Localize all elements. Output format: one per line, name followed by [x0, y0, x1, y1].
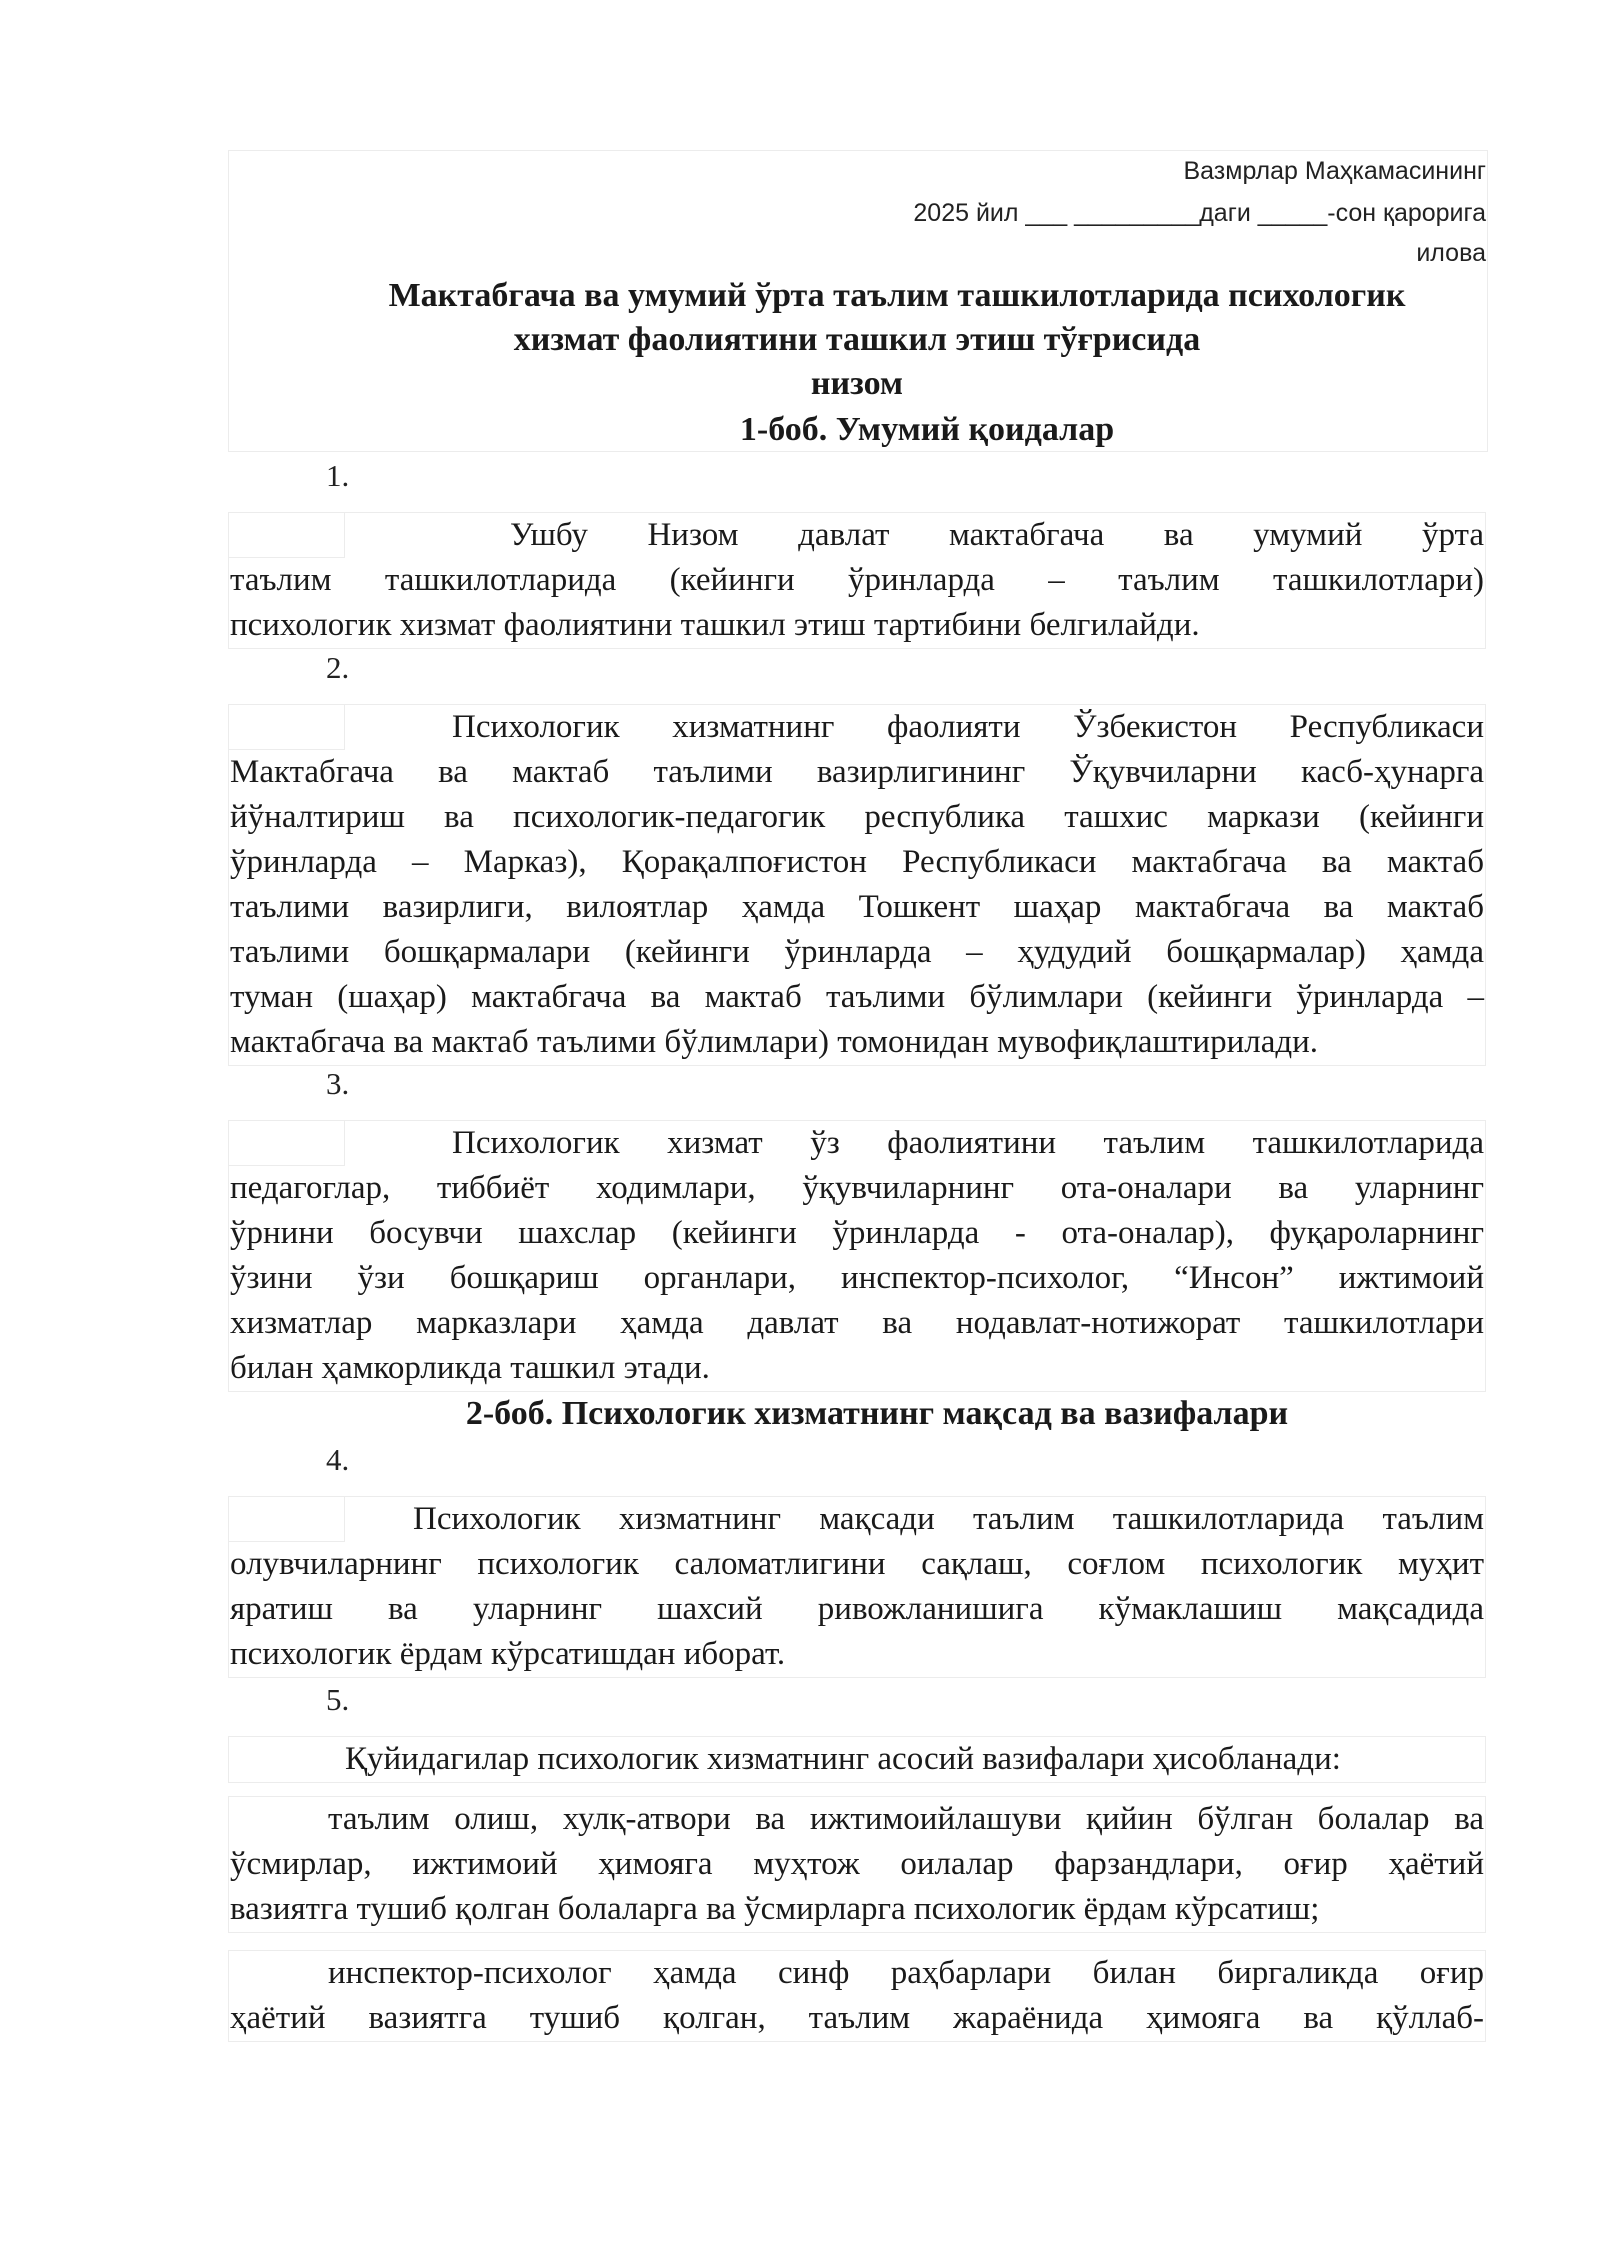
item-number: 4. [326, 1442, 350, 1477]
text-line: психологик хизмат фаолиятини ташкил этиш тартибини белгилайди. [230, 607, 1200, 643]
text-line: ўзини ўзи бошқариш органлари, инспектор-психолог, “Инсон” ижтимоий [230, 1260, 1484, 1296]
text-line: Мактабгача ва мактаб таълими вазирлигининг Ўқувчиларни касб-ҳунарга [230, 754, 1484, 790]
text-line: таълими бошқармалари (кейинги ўринларда – ҳудудий бошқармалар) ҳамда [230, 934, 1484, 970]
document-title-line-1: Мактабгача ва умумий ўрта таълим ташкилотларида психологик [388, 277, 1406, 314]
text-line: Психологик хизматнинг фаолияти Ўзбекистон Республикаси [452, 709, 1484, 745]
text-line: Ушбу Низом давлат мактабгача ва умумий ўрта [510, 517, 1484, 553]
text-line: яратиш ва уларнинг шахсий ривожланишига кўмаклашиш мақсадида [230, 1591, 1484, 1627]
text-line: психологик ёрдам кўрсатишдан иборат. [230, 1636, 786, 1672]
sub-item-1 [228, 1796, 1486, 1933]
paragraph-item-1 [228, 512, 1486, 649]
paragraph-item-3 [228, 1120, 1486, 1392]
item-number: 3. [326, 1066, 350, 1101]
text-line: йўналтириш ва психологик-педагогик республика ташхис маркази (кейинги [230, 799, 1484, 835]
document-title-line-3: низом [810, 365, 904, 402]
text-line: мактабгача ва мактаб таълими бўлимлари) томонидан мувофиқлаштирилади. [230, 1024, 1319, 1060]
text-line: Психологик хизмат ўз фаолиятини таълим ташкилотларида [452, 1125, 1484, 1161]
text-line: таълим олиш, хулқ-атвори ва ижтимоийлашуви қийин бўлган болалар ва [328, 1801, 1484, 1837]
text-line: ҳаётий вазиятга тушиб қолган, таълим жараёнида ҳимояга ва қўллаб- [230, 2000, 1484, 2036]
text-line: Қуйидагилар психологик хизматнинг асосий вазифалари ҳисобланади: [345, 1741, 1341, 1777]
paragraph-item-2 [228, 704, 1486, 1066]
paragraph-item-4 [228, 1496, 1486, 1678]
item-number: 5. [326, 1682, 350, 1717]
text-line: туман (шаҳар) мактабгача ва мактаб таълими бўлимлари (кейинги ўринларда – [230, 979, 1484, 1015]
header-line-2: 2025 йил ___ _________даги _____-сон қарорига [913, 199, 1486, 227]
paragraph-item-5 [228, 1736, 1486, 1783]
header-line-1: Вазмрлар Маҳкамасининг [1183, 157, 1486, 185]
item-number: 2. [326, 650, 350, 685]
text-line: вазиятга тушиб қолган болаларга ва ўсмирларга психологик ёрдам кўрсатиш; [230, 1891, 1320, 1927]
header-line-3: илова [1416, 239, 1486, 267]
text-line: билан ҳамкорликда ташкил этади. [230, 1350, 710, 1386]
text-line: таълим ташкилотларида (кейинги ўринларда – таълим ташкилотлари) [230, 562, 1484, 598]
text-line: инспектор-психолог ҳамда синф раҳбарлари билан биргаликда оғир [328, 1955, 1484, 1991]
item-number: 1. [326, 458, 350, 493]
text-line: олувчиларнинг психологик саломатлигини сақлаш, соғлом психологик муҳит [230, 1546, 1484, 1582]
text-line: Психологик хизматнинг мақсади таълим ташкилотларида таълим [413, 1501, 1484, 1537]
text-line: ўринларда – Марказ), Қорақалпоғистон Республикаси мактабгача ва мактаб [230, 844, 1484, 880]
text-line: педагоглар, тиббиёт ходимлари, ўқувчиларнинг ота-оналари ва уларнинг [230, 1170, 1484, 1206]
text-line: хизматлар марказлари ҳамда давлат ва нодавлат-нотижорат ташкилотлари [230, 1305, 1484, 1341]
sub-item-2 [228, 1950, 1486, 2042]
text-line: ўрнини босувчи шахслар (кейинги ўринларда - ота-оналар), фуқароларнинг [230, 1215, 1484, 1251]
chapter-2-heading: 2-боб. Психологик хизматнинг мақсад ва вазифалари [465, 1395, 1289, 1432]
document-title-line-2: хизмат фаолиятини ташкил этиш тўғрисида [513, 321, 1201, 358]
chapter-1-heading: 1-боб. Умумий қоидалар [739, 411, 1115, 448]
text-line: таълими вазирлиги, вилоятлар ҳамда Тошкент шаҳар мактабгача ва мактаб [230, 889, 1484, 925]
text-line: ўсмирлар, ижтимоий ҳимояга муҳтож оилалар фарзандлари, оғир ҳаётий [230, 1846, 1484, 1882]
